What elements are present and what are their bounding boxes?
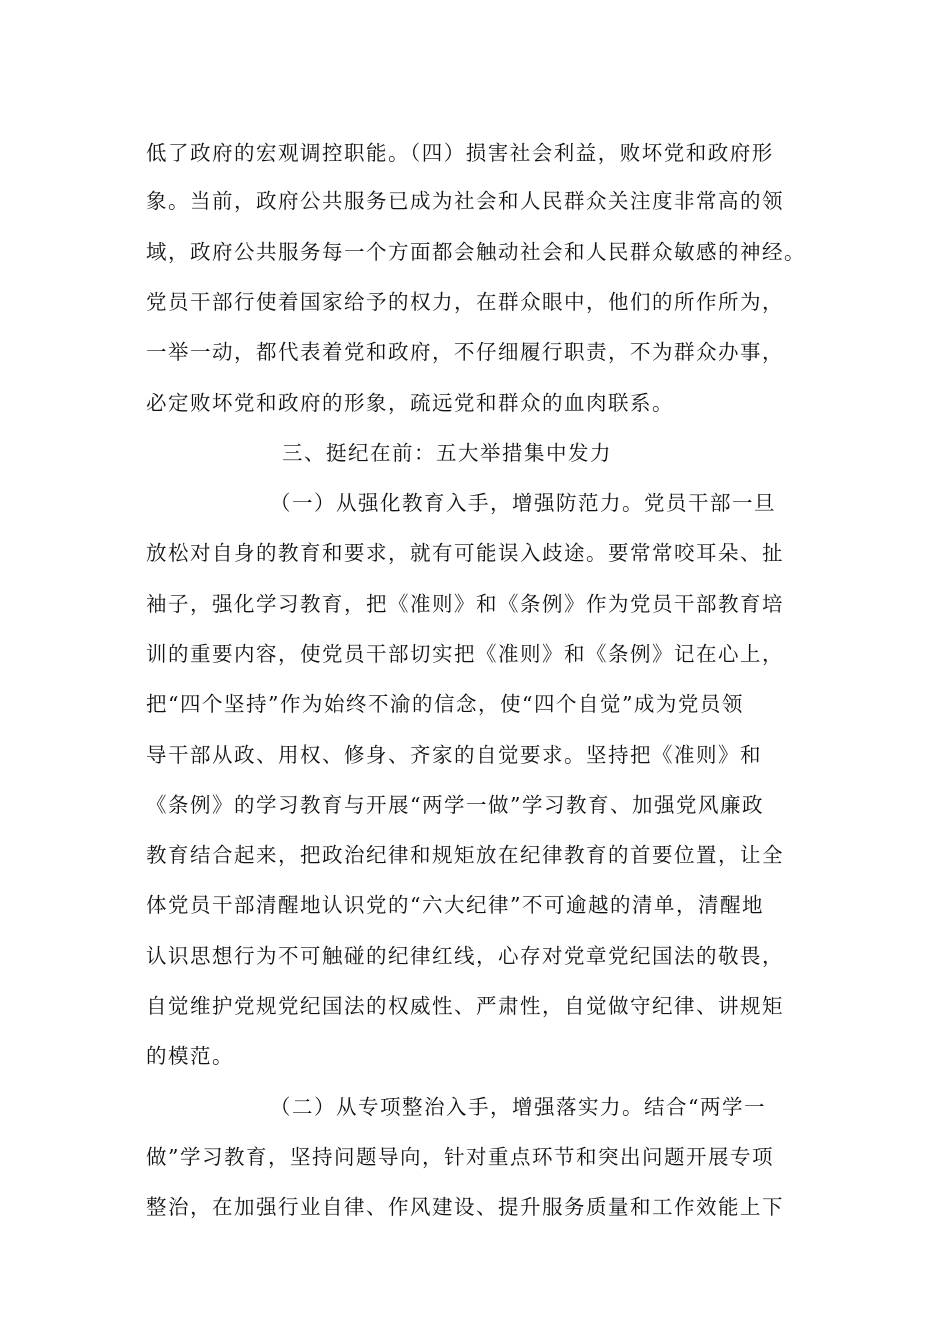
text-line: 教育结合起来，把政治纪律和规矩放在纪律教育的首要位置，让全 <box>146 843 784 867</box>
text-line: 把“四个坚持”作为始终不渝的信念，使“四个自觉”成为党员领 <box>146 692 744 716</box>
text-line: 做”学习教育，坚持问题导向，针对重点环节和突出问题开展专项 <box>146 1145 774 1169</box>
section-heading: 三、挺纪在前：五大举措集中发力 <box>282 441 612 465</box>
text-line: 放松对自身的教育和要求，就有可能误入歧途。要常常咬耳朵、扯 <box>146 541 784 565</box>
text-line: 袖子，强化学习教育，把《准则》和《条例》作为党员干部教育培 <box>146 592 784 616</box>
text-line: 党员干部行使着国家给予的权力，在群众眼中，他们的所作所为， <box>146 290 784 314</box>
text-line: （二）从专项整治入手，增强落实力。结合“两学一 <box>270 1095 766 1119</box>
text-line: 整治，在加强行业自律、作风建设、提升服务质量和工作效能上下 <box>146 1195 784 1219</box>
text-line: 认识思想行为不可触碰的纪律红线，心存对党章党纪国法的敬畏， <box>146 944 784 968</box>
text-line: 低了政府的宏观调控职能。（四）损害社会利益，败坏党和政府形 <box>146 141 774 165</box>
text-line: （一）从强化教育入手，增强防范力。党员干部一旦 <box>270 491 776 515</box>
text-line: 自觉维护党规党纪国法的权威性、严肃性，自觉做守纪律、讲规矩 <box>146 994 784 1018</box>
text-line: 象。当前，政府公共服务已成为社会和人民群众关注度非常高的领 <box>146 189 784 213</box>
text-line: 域，政府公共服务每一个方面都会触动社会和人民群众敏感的神经。 <box>146 240 806 264</box>
text-line: 的模范。 <box>146 1044 234 1068</box>
text-line: 导干部从政、用权、修身、齐家的自觉要求。坚持把《准则》和 <box>146 743 762 767</box>
text-line: 必定败坏党和政府的形象，疏远党和群众的血肉联系。 <box>146 391 674 415</box>
text-line: 《条例》的学习教育与开展“两学一做”学习教育、加强党风廉政 <box>146 793 764 817</box>
text-line: 训的重要内容，使党员干部切实把《准则》和《条例》记在心上， <box>146 642 784 666</box>
text-line: 体党员干部清醒地认识党的“六大纪律”不可逾越的清单，清醒地 <box>146 893 764 917</box>
text-line: 一举一动，都代表着党和政府，不仔细履行职责，不为群众办事， <box>146 340 784 364</box>
